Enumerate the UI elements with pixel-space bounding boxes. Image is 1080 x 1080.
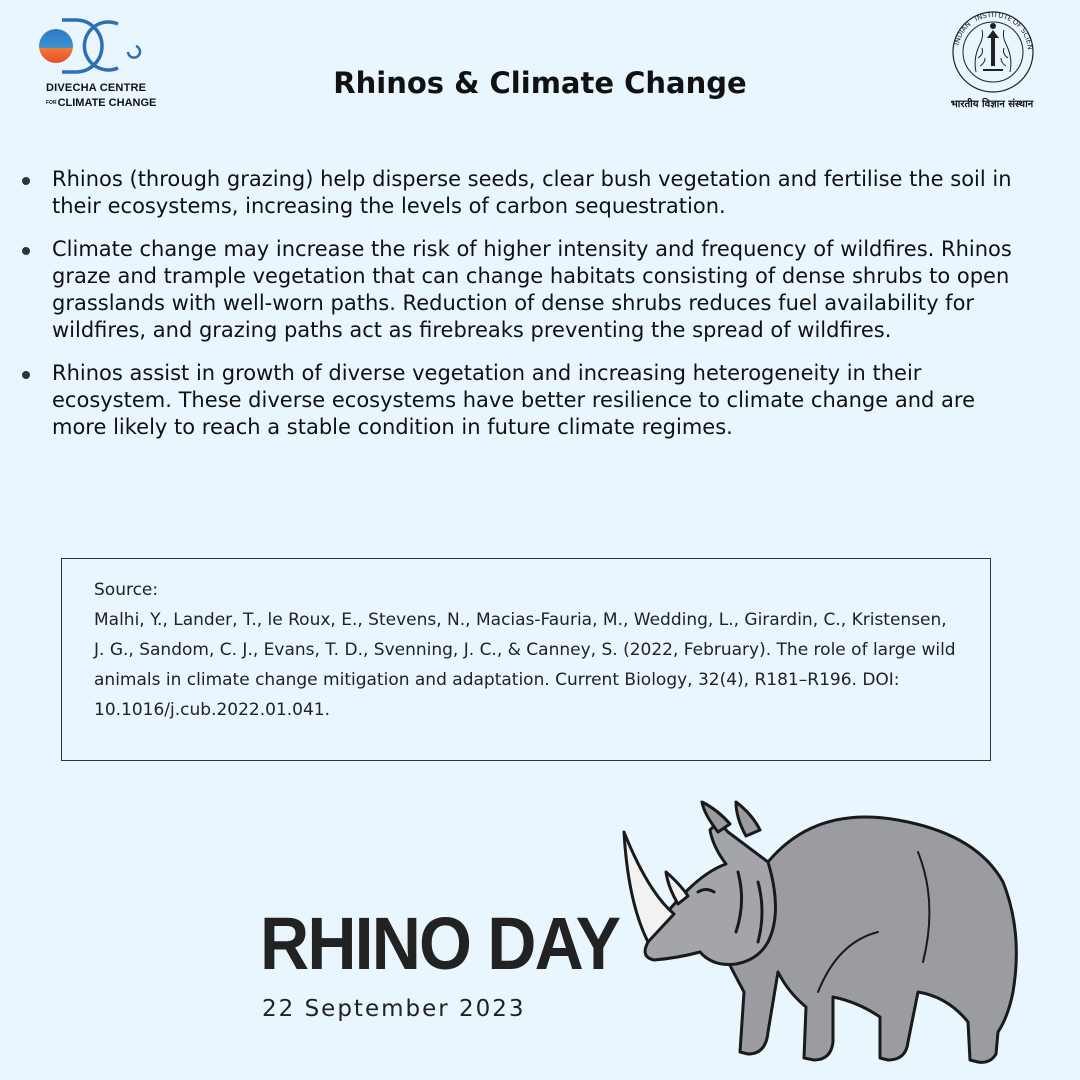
source-label: Source: [94, 580, 159, 600]
bullet-item [22, 166, 1027, 220]
rhino-illustration [618, 792, 1038, 1072]
bullet-dot-icon [22, 177, 30, 185]
bullet-list [22, 166, 1027, 457]
bullet-text: Rhinos assist in growth of diverse vegetation and increasing heterogeneity in their ecosystem. These diverse ecosystems have better resilience to climate change and are more likely to reach a stable condition in future climate regimes. [52, 361, 975, 439]
bullet-text: Climate change may increase the risk of higher intensity and frequency of wildfires. Rhinos graze and trample vegetation that can change habitats consisting of dense shrubs to open grasslands with well-worn paths. Reduction of dense shrubs reduces fuel availability for wildfires, and grazing paths act as firebreaks preventing the spread of wildfires. [52, 237, 1012, 342]
bullet-text: Rhinos (through grazing) help disperse seeds, clear bush vegetation and fertilise the soil in their ecosystems, increasing the levels of carbon sequestration. [52, 167, 1012, 218]
iisc-emblem-icon [938, 8, 1048, 98]
logo-line2-small: FOR [46, 100, 57, 107]
page-title: Rhinos & Climate Change [333, 66, 747, 100]
event-date: 22 September 2023 [262, 996, 526, 1022]
bullet-item [22, 236, 1027, 344]
bullet-dot-icon [22, 371, 30, 379]
bullet-dot-icon [22, 247, 30, 255]
iisc-ring-text-top: INSTITUTE [973, 10, 1014, 24]
source-box [61, 558, 991, 761]
event-name: RHINO DAY [260, 902, 620, 985]
iisc-caption: भारतीय विज्ञान संस्थान [950, 99, 1034, 110]
logo-line2-text: CLIMATE CHANGE [57, 97, 157, 109]
source-citation: Malhi, Y., Lander, T., le Roux, E., Stevens, N., Macias-Fauria, M., Wedding, L., Girardin, C., Kristensen, J. G., Sandom, C. J., Evans, T. D., Svenning, J. C., & Canney, S. (2022, February). The role of large wild animals in climate change mitigation and adaptation. Current Biology, 32(4), R181–R196. DOI: 10.1016/j.cub.2022.01.041. [94, 610, 956, 720]
bullet-item [22, 360, 1027, 441]
iisc-ring-text-left: INDIAN [952, 20, 973, 46]
logo-line1: DIVECHA CENTRE [46, 82, 147, 94]
iisc-ring-text-right: OF SCIEN [1010, 17, 1034, 51]
